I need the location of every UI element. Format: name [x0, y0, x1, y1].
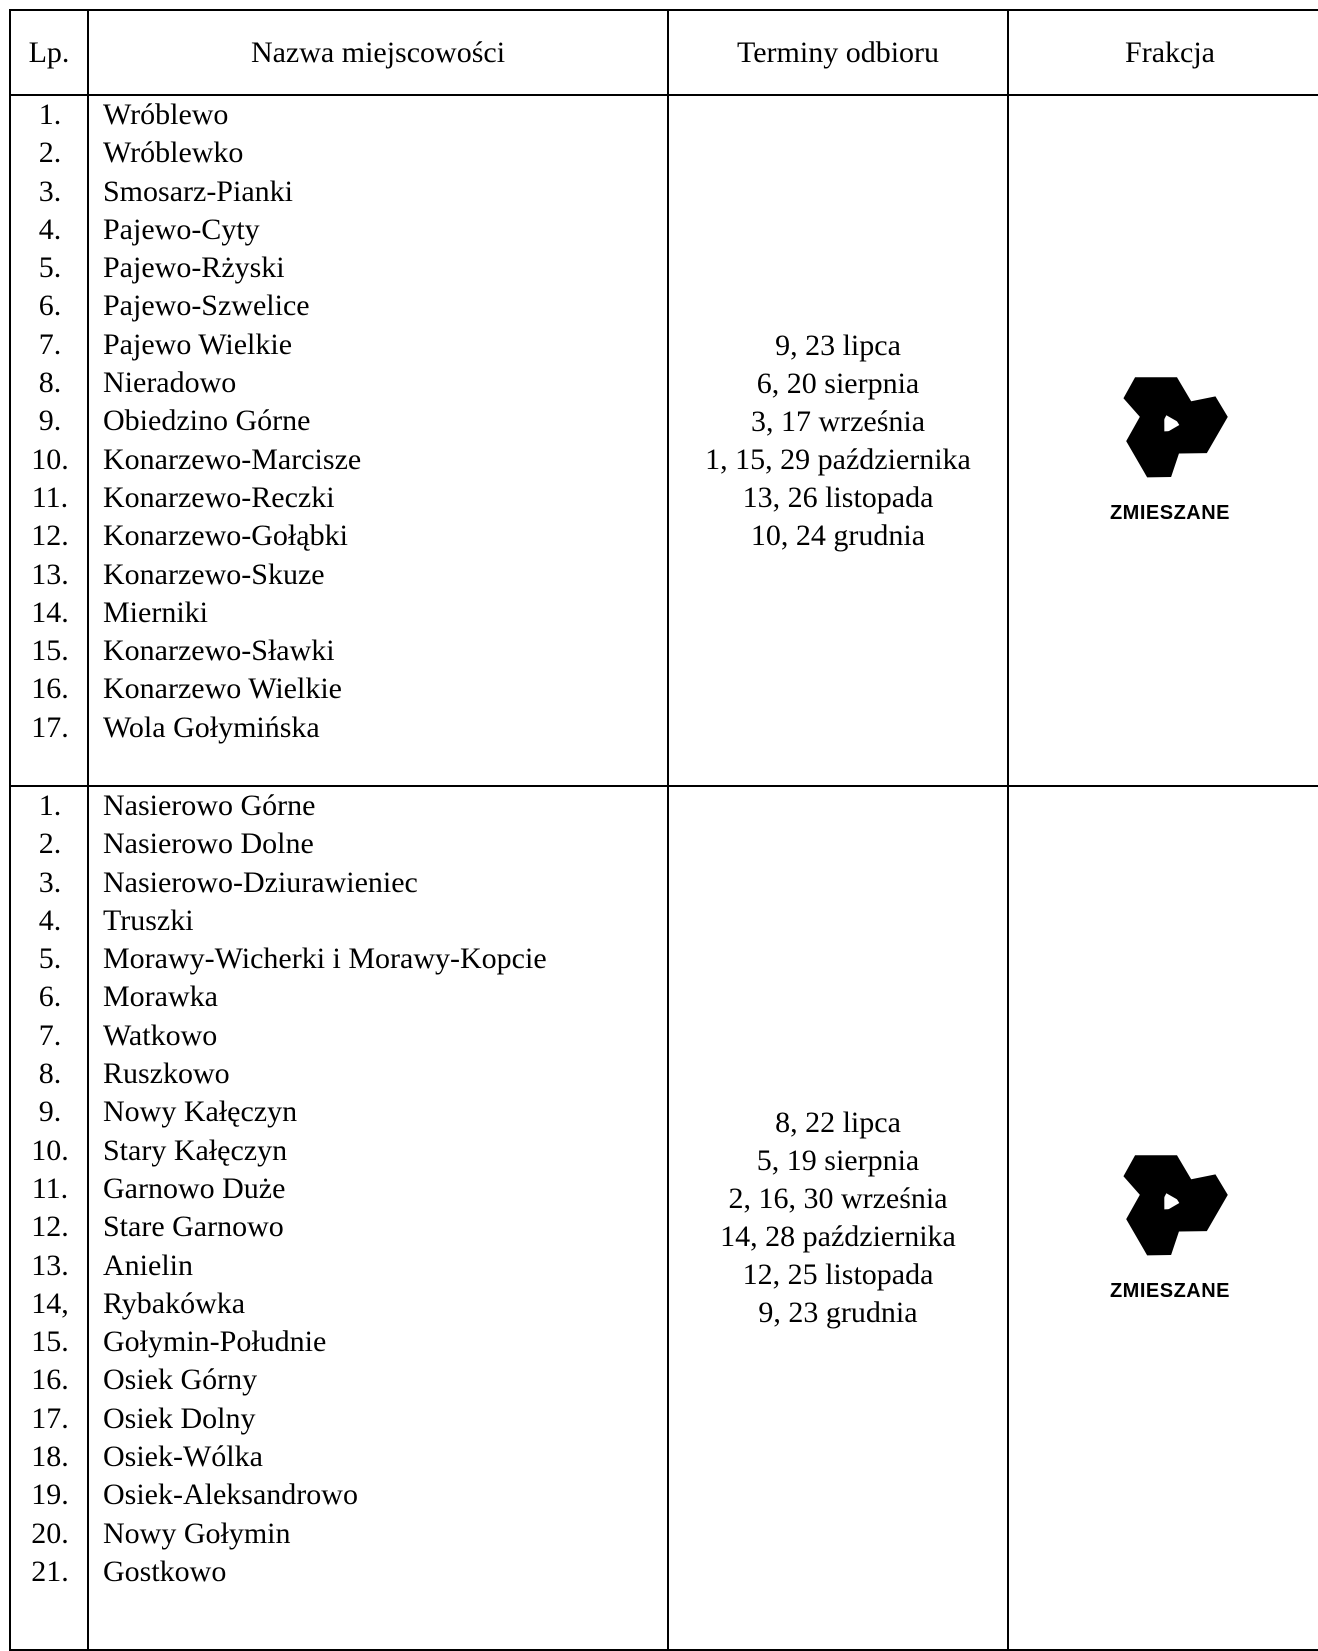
place-name: Nasierowo Górne [103, 789, 316, 822]
place-name: Anielin [103, 1248, 193, 1282]
row-number: 11. [31, 1171, 69, 1205]
row-number: 8. [38, 366, 62, 400]
recycle-icon [1095, 1132, 1245, 1274]
place-name: Konarzewo-Skuze [103, 557, 325, 591]
collection-date-line: 2, 16, 30 września [728, 1182, 948, 1215]
row-number: 15. [31, 1325, 69, 1359]
row-number: 7. [38, 1018, 62, 1052]
place-name: Garnowo Duże [103, 1171, 286, 1205]
place-name: Pajewo-Rżyski [103, 251, 285, 285]
row-number: 4. [38, 212, 62, 246]
lp-list-cell [10, 786, 88, 1650]
place-name: Rybakówka [103, 1286, 246, 1320]
place-name: Truszki [103, 903, 194, 937]
row-number: 9. [38, 404, 62, 438]
place-name: Osiek Dolny [103, 1401, 256, 1435]
place-name: Obiedzino Górne [103, 404, 311, 438]
fraction-cell [1008, 786, 1318, 1650]
lp-list-cell [10, 95, 88, 786]
place-name: Nieradowo [103, 366, 237, 400]
header-fraction: Frakcja [1008, 10, 1318, 95]
row-number: 19. [31, 1478, 69, 1512]
row-number: 1. [38, 789, 62, 822]
collection-date-line: 14, 28 października [720, 1220, 956, 1253]
row-number: 21. [31, 1554, 69, 1588]
place-name: Konarzewo-Reczki [103, 480, 335, 514]
place-name: Morawy-Wicherki i Morawy-Kopcie [103, 942, 547, 976]
collection-date-line: 9, 23 grudnia [758, 1296, 918, 1329]
row-number: 11. [31, 480, 69, 514]
row-number: 10. [31, 1133, 69, 1167]
dates-cell [668, 786, 1008, 1650]
row-number: 6. [38, 289, 62, 323]
place-name: Watkowo [103, 1018, 218, 1052]
row-number: 18. [31, 1440, 69, 1474]
row-number: 13. [31, 557, 69, 591]
row-number: 7. [38, 327, 62, 361]
row-number: 17. [31, 710, 69, 744]
row-number: 15. [31, 634, 69, 668]
row-number: 17. [31, 1401, 69, 1435]
place-name: Konarzewo-Gołąbki [103, 519, 348, 553]
collection-date-line: 1, 15, 29 października [705, 442, 971, 476]
row-number: 8. [38, 1057, 62, 1091]
row-number: 10. [31, 442, 69, 476]
place-name: Wróblewko [103, 136, 244, 170]
collection-date-line: 13, 26 listopada [742, 480, 934, 514]
header-collection-dates: Terminy odbioru [668, 10, 1008, 95]
row-number: 12. [31, 519, 69, 553]
header-lp: Lp. [10, 10, 88, 95]
fraction-cell [1008, 95, 1318, 786]
place-name: Pajewo-Szwelice [103, 289, 310, 323]
row-number: 5. [38, 942, 62, 976]
place-name: Osiek Górny [103, 1363, 258, 1397]
place-list-cell [88, 786, 668, 1650]
row-number: 6. [38, 980, 62, 1014]
collection-date-line: 10, 24 grudnia [750, 518, 926, 552]
collection-date-line: 5, 19 sierpnia [756, 1144, 920, 1177]
place-name: Stary Kałęczyn [103, 1133, 288, 1167]
place-name: Morawka [103, 980, 218, 1014]
row-number: 2. [38, 827, 62, 861]
row-number: 16. [31, 1363, 69, 1397]
place-name: Nowy Kałęczyn [103, 1095, 298, 1129]
place-name: Konarzewo-Marcisze [103, 442, 362, 476]
header-row [10, 10, 1318, 95]
schedule-group-row [10, 786, 1318, 1650]
place-name: Mierniki [103, 595, 208, 629]
place-name: Nasierowo-Dziurawieniec [103, 865, 418, 899]
row-number: 13. [31, 1248, 69, 1282]
fraction-label: ZMIESZANE [1109, 1279, 1231, 1302]
place-name: Stare Garnowo [103, 1210, 284, 1244]
place-name: Ruszkowo [103, 1057, 230, 1091]
place-name: Nowy Gołymin [103, 1516, 291, 1550]
row-number: 14. [31, 595, 69, 629]
place-name: Wola Gołymińska [103, 710, 320, 744]
collection-date-line: 3, 17 września [750, 404, 926, 438]
collection-date-line: 9, 23 lipca [775, 328, 901, 362]
row-number: 1. [38, 98, 62, 131]
row-number: 2. [38, 136, 62, 170]
recycle-icon [1095, 354, 1245, 496]
row-number: 20. [31, 1516, 69, 1550]
row-number: 3. [38, 174, 62, 208]
row-number: 14, [31, 1286, 69, 1320]
place-name: Wróblewo [103, 98, 229, 131]
fraction-label: ZMIESZANE [1109, 502, 1231, 524]
schedule-group-row [10, 95, 1318, 786]
row-number: 12. [31, 1210, 69, 1244]
place-name: Gostkowo [103, 1554, 227, 1588]
place-name: Pajewo Wielkie [103, 327, 293, 361]
row-number: 16. [31, 672, 69, 706]
dates-cell [668, 95, 1008, 786]
row-number: 3. [38, 865, 62, 899]
place-name: Pajewo-Cyty [103, 212, 260, 246]
header-place-name: Nazwa miejscowości [88, 10, 668, 95]
collection-date-line: 8, 22 lipca [775, 1106, 901, 1139]
place-name: Konarzewo Wielkie [103, 672, 342, 706]
place-name: Osiek-Wólka [103, 1440, 263, 1474]
place-name: Smosarz-Pianki [103, 174, 293, 208]
place-name: Konarzewo-Sławki [103, 634, 335, 668]
place-name: Osiek-Aleksandrowo [103, 1478, 358, 1512]
collection-schedule-table [9, 9, 1318, 1651]
row-number: 4. [38, 903, 62, 937]
place-list-cell [88, 95, 668, 786]
row-number: 5. [38, 251, 62, 285]
place-name: Gołymin-Południe [103, 1325, 327, 1359]
row-number: 9. [38, 1095, 62, 1129]
collection-date-line: 12, 25 listopada [742, 1258, 934, 1291]
collection-date-line: 6, 20 sierpnia [756, 366, 920, 400]
place-name: Nasierowo Dolne [103, 827, 314, 861]
